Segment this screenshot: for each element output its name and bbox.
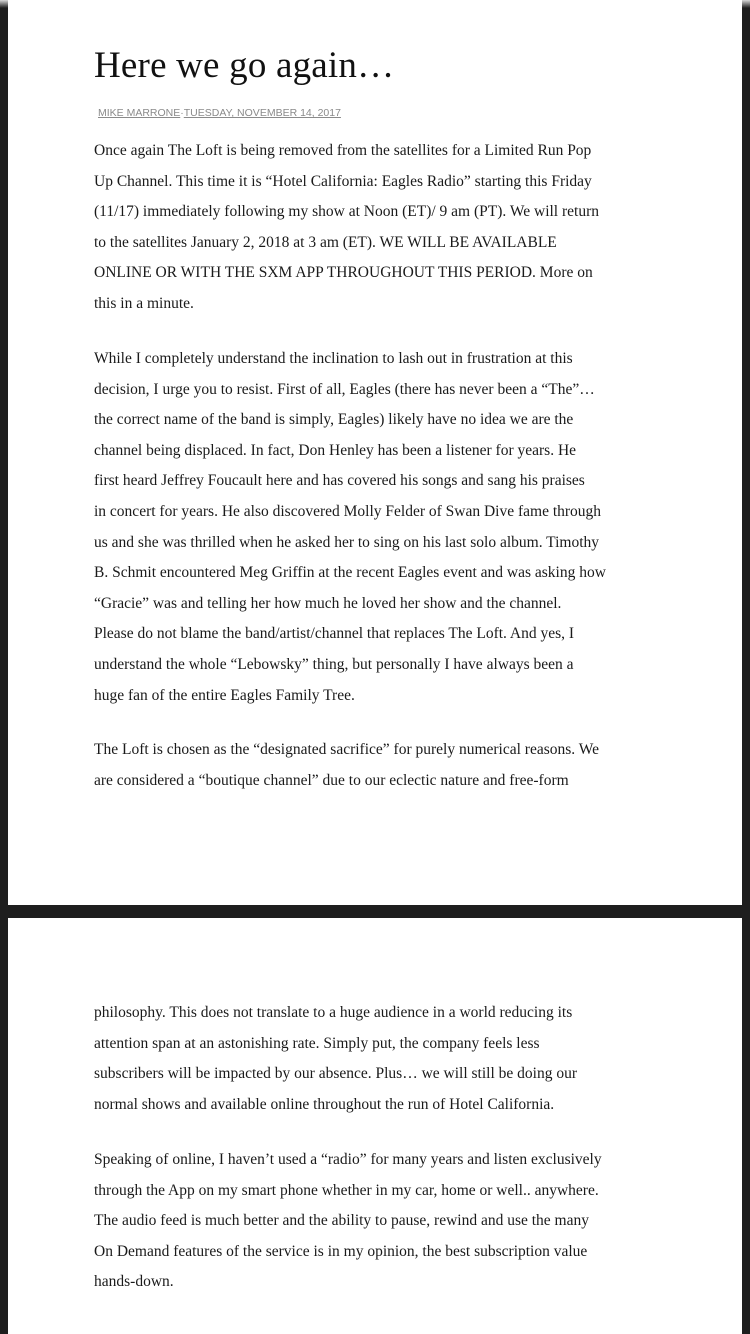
- date-link[interactable]: TUESDAY, NOVEMBER 14, 2017: [183, 107, 341, 119]
- meta-separator: ·: [180, 107, 184, 119]
- text-line: understand the whole “Lebowsky” thing, but personally I have always been a: [94, 655, 574, 673]
- author-link[interactable]: MIKE MARRONE: [98, 107, 181, 119]
- document-page-1: [8, 0, 742, 905]
- text-line: hands-down.: [94, 1273, 174, 1291]
- text-line: huge fan of the entire Eagles Family Tree.: [94, 686, 355, 704]
- text-line: Please do not blame the band/artist/channel that replaces The Loft. And yes, I: [94, 625, 575, 643]
- text-line: are considered a “boutique channel” due to our eclectic nature and free-form: [94, 771, 569, 789]
- paragraph-2: [94, 344, 606, 711]
- text-line: (11/17) immediately following my show at Noon (ET)/ 9 am (PT). We will return: [94, 203, 599, 221]
- text-line: to the satellites January 2, 2018 at 3 am (ET). WE WILL BE AVAILABLE: [94, 233, 557, 251]
- paragraph-1: [94, 136, 599, 320]
- text-line: us and she was thrilled when he asked her to sing on his last solo album. Timothy: [94, 533, 600, 551]
- article-title: Here we go again…: [94, 45, 395, 86]
- article-meta: [98, 107, 341, 119]
- text-line: this in a minute.: [94, 294, 194, 312]
- text-line: decision, I urge you to resist. First of all, Eagles (there has never been a “The”…: [94, 380, 595, 398]
- text-line: “Gracie” was and telling her how much he loved her show and the channel.: [94, 594, 562, 612]
- text-line: philosophy. This does not translate to a huge audience in a world reducing its: [94, 1004, 573, 1021]
- text-line: the correct name of the band is simply, Eagles) likely have no idea we are the: [94, 411, 574, 429]
- text-line: Speaking of online, I haven’t used a “radio” for many years and listen exclusively: [94, 1151, 602, 1168]
- text-line: The Loft is chosen as the “designated sacrifice” for purely numerical reasons. We: [94, 741, 600, 758]
- text-line: in concert for years. He also discovered Molly Felder of Swan Dive fame through: [94, 502, 602, 520]
- document-page-2: [8, 918, 742, 1334]
- text-line: Once again The Loft is being removed from the satellites for a Limited Run Pop: [94, 142, 592, 159]
- text-line: Up Channel. This time it is “Hotel California: Eagles Radio” starting this Friday: [94, 172, 592, 190]
- paragraph-5: [94, 1145, 602, 1298]
- text-line: first heard Jeffrey Foucault here and has covered his songs and sang his praises: [94, 472, 585, 490]
- text-line: While I completely understand the inclination to lash out in frustration at this: [94, 350, 573, 367]
- text-line: The audio feed is much better and the ability to pause, rewind and use the many: [94, 1212, 589, 1230]
- text-line: attention span at an astonishing rate. Simply put, the company feels less: [94, 1034, 540, 1052]
- text-line: ONLINE OR WITH THE SXM APP THROUGHOUT THIS PERIOD. More on: [94, 264, 593, 282]
- text-line: channel being displaced. In fact, Don Henley has been a listener for years. He: [94, 441, 577, 459]
- text-line: B. Schmit encountered Meg Griffin at the recent Eagles event and was asking how: [94, 564, 606, 582]
- text-line: subscribers will be impacted by our absence. Plus… we will still be doing our: [94, 1065, 577, 1083]
- text-line: through the App on my smart phone whether in my car, home or well.. anywhere.: [94, 1181, 599, 1199]
- text-line: normal shows and available online throughout the run of Hotel California.: [94, 1095, 555, 1113]
- paragraph-3: [94, 735, 599, 796]
- text-line: On Demand features of the service is in my opinion, the best subscription value: [94, 1242, 588, 1260]
- paragraph-4: [94, 998, 577, 1120]
